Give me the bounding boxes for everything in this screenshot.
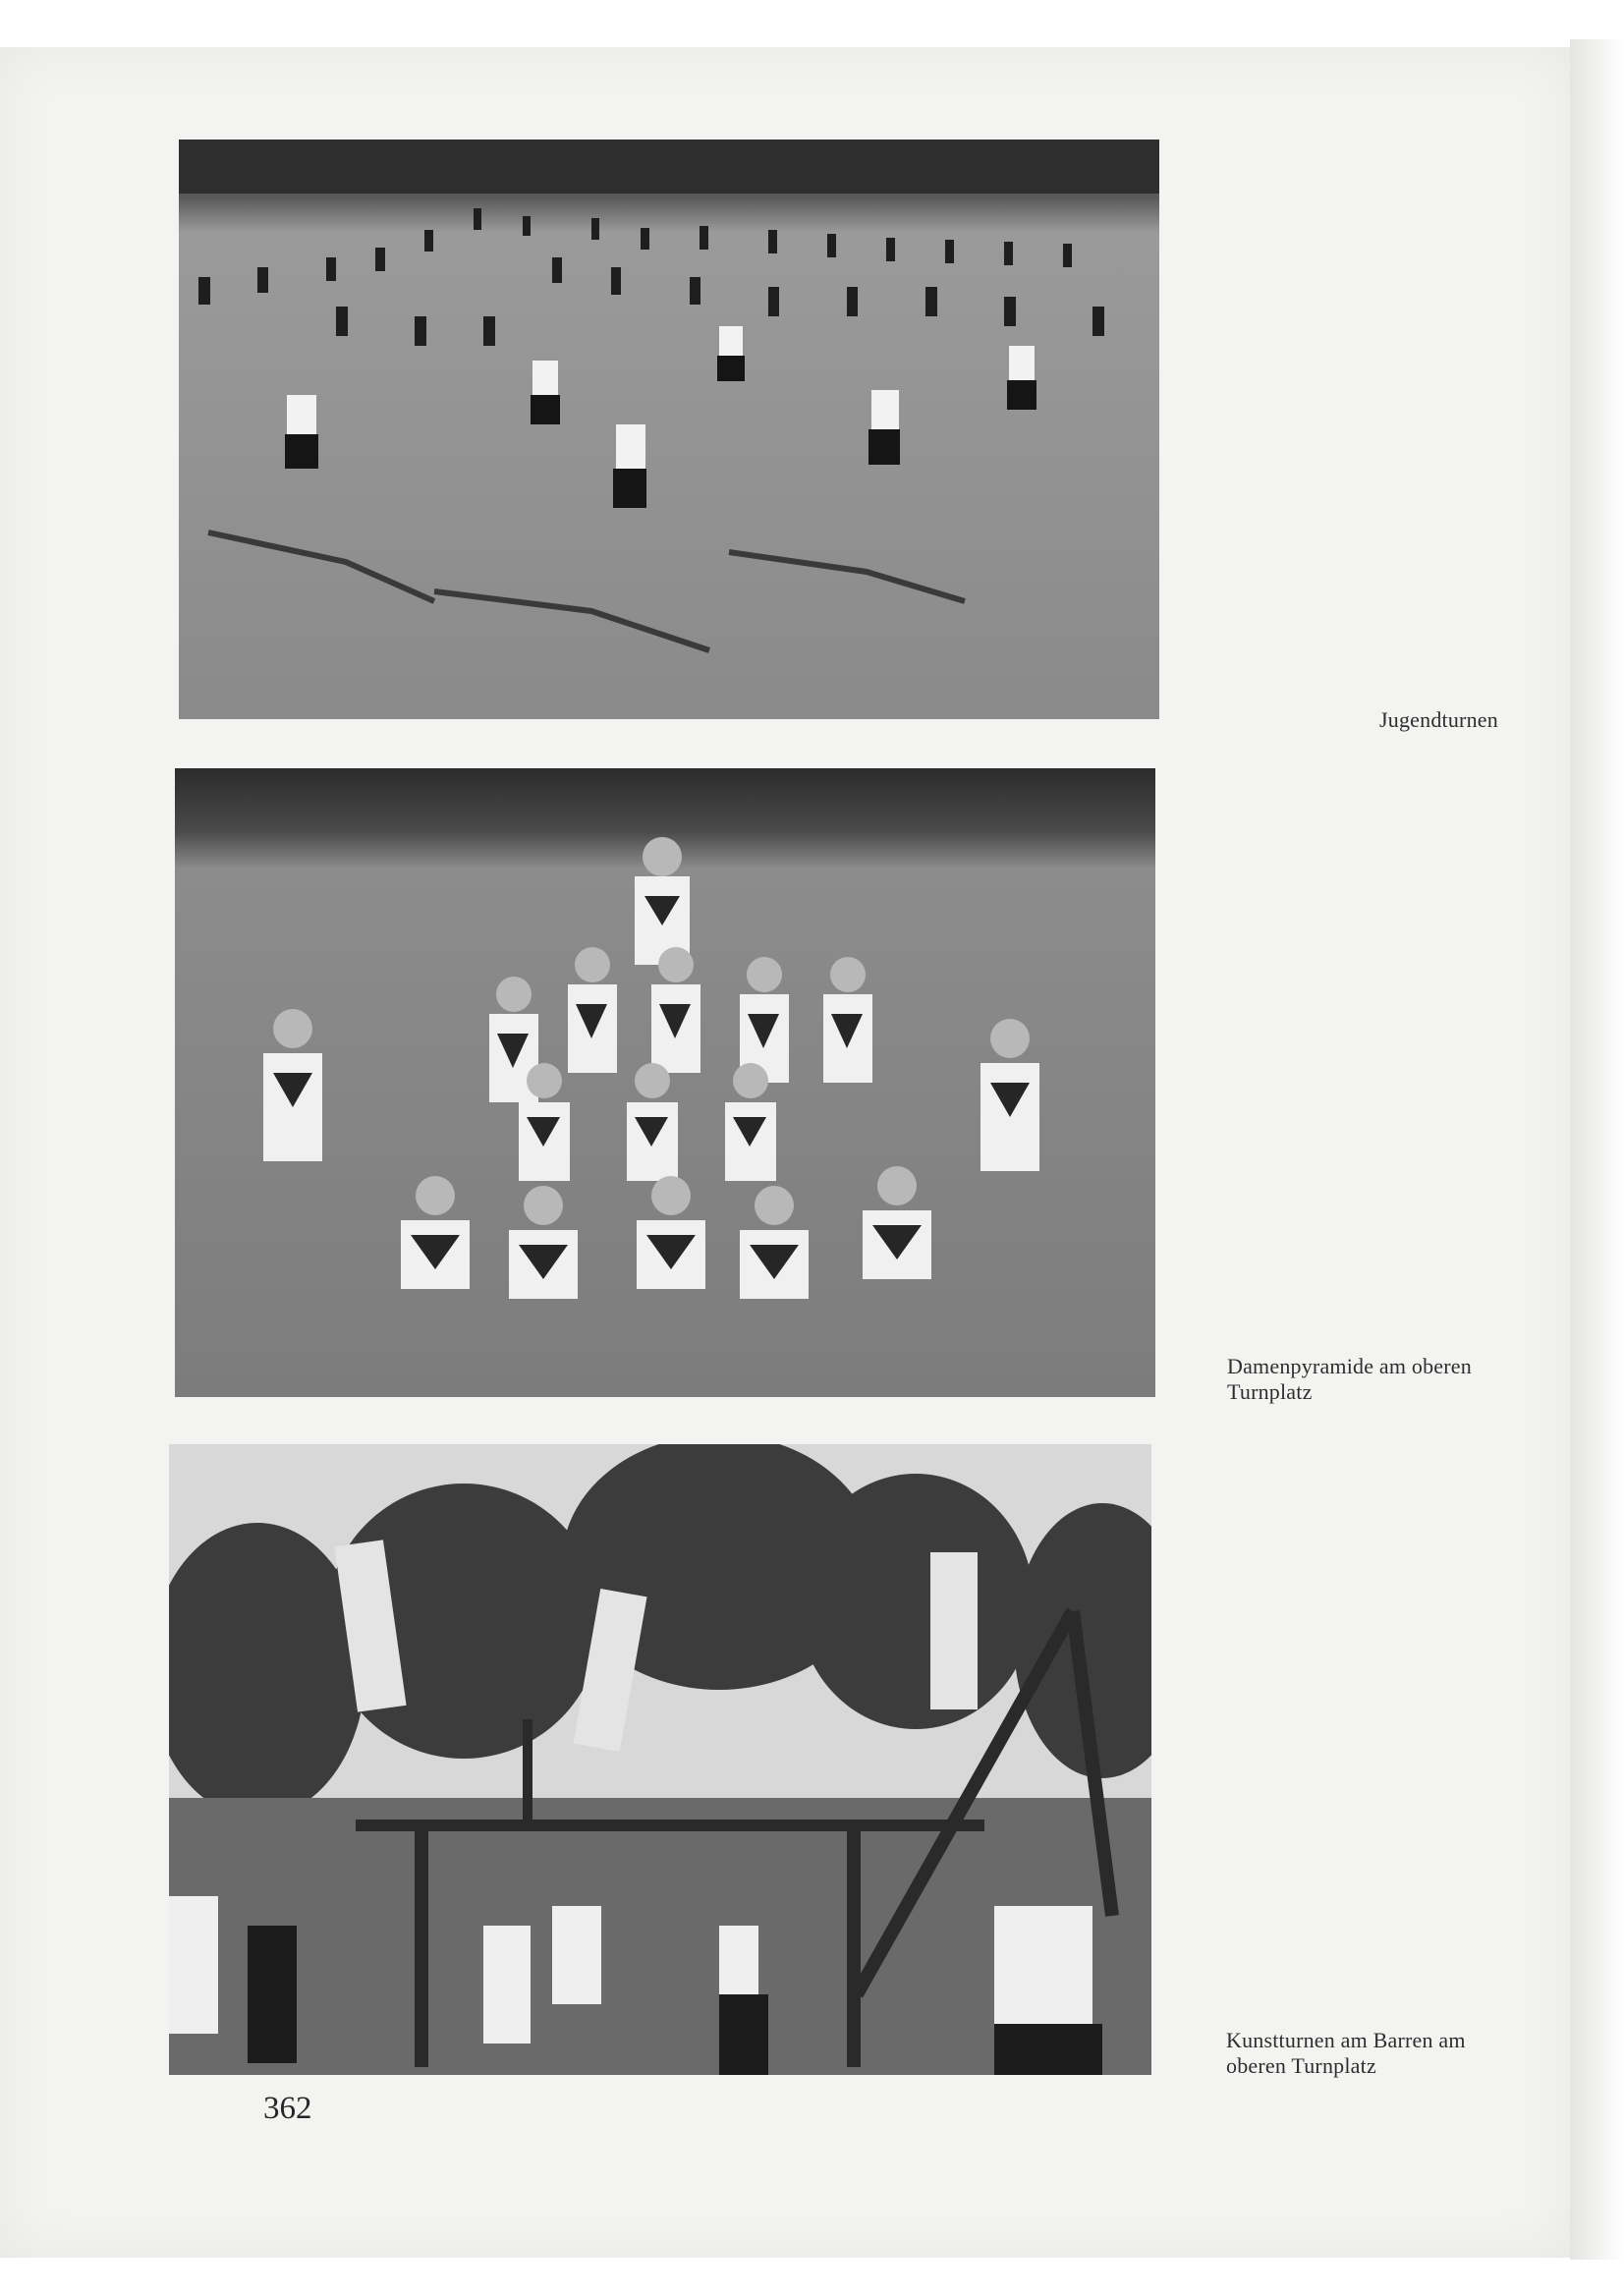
photo-jugendturnen [179, 140, 1159, 719]
caption-kunstturnen [1226, 2028, 1550, 2079]
caption-damenpyramide [1227, 1354, 1541, 1405]
caption-kunstturnen-line1: Kunstturnen am Barren am [1226, 2028, 1466, 2052]
photo-damenpyramide [175, 768, 1155, 1397]
caption-jugendturnen-text: Jugendturnen [1379, 707, 1498, 732]
caption-jugendturnen [1379, 707, 1498, 733]
page-number: 362 [263, 2091, 312, 2126]
caption-kunstturnen-line2: oberen Turnplatz [1226, 2053, 1376, 2078]
caption-damenpyramide-line2: Turnplatz [1227, 1379, 1313, 1404]
caption-damenpyramide-line1: Damenpyramide am oberen [1227, 1354, 1472, 1378]
photo-kunstturnen-barren [169, 1444, 1151, 2075]
page-edge-shadow [1570, 39, 1624, 2260]
